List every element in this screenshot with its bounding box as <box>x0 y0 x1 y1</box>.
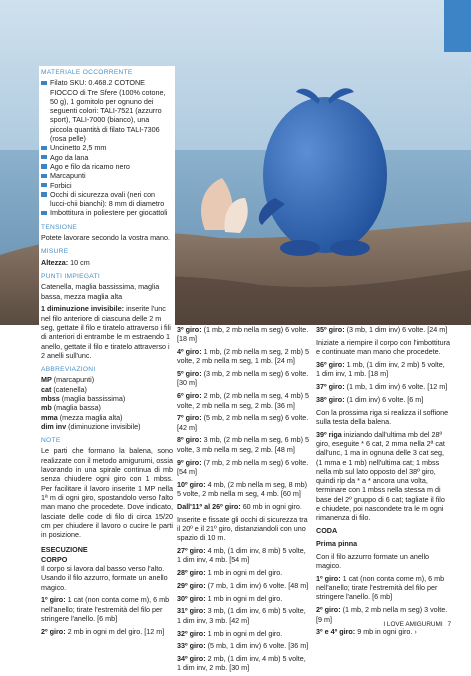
punti-text: Catenella, maglia bassissima, maglia bassa, mezza maglia alta <box>41 282 160 301</box>
row-text: (3 mb, 2 mb nella m seg) 6 volte. [30 m] <box>177 369 309 388</box>
instruction-row <box>316 574 450 602</box>
abbreviation-item <box>41 422 173 431</box>
page-footer <box>383 621 451 628</box>
row-label: 36º giro: <box>316 359 347 369</box>
row-label: 30º giro: <box>177 593 208 603</box>
row-text: 4 mb, (1 dim inv, 8 mb) 5 volte, 1 dim inv, 4 mb. [54 m] <box>177 545 306 565</box>
column-2 <box>177 325 310 676</box>
materiale-item-text: Filato SKU: 0.468.2 COTONE FIOCCO di Tre Sfere (100% cotone, 50 g), 1 gomitolo per ognuno dei seguenti colori: TALI-7521 (azzurro sport), TALI-7000 (bianco), una piccola quantità di filato TALI-7306 (rosa pelle) <box>50 78 166 144</box>
row-text: (1 mb, 1 dim inv) 6 volte. [12 m] <box>346 381 448 391</box>
row-label: 28º giro: <box>177 568 208 578</box>
instruction-row <box>316 325 450 334</box>
row-text: 3 mb, (2 mb nella m seg, 6 mb) 5 volte, 3 mb nella m seg, 2 mb. [48 m] <box>177 435 310 454</box>
instruction-row <box>177 480 310 499</box>
row-text: Con il filo azzurro formate un anello magico. <box>316 551 430 571</box>
instruction-row <box>177 568 310 577</box>
row-text: (7 mb, 2 mb nella m seg) 6 volte. [54 m] <box>177 457 309 476</box>
abbreviation-item <box>41 403 173 412</box>
row-text: Con la prossima riga si realizza il soffione sulla testa della balena. <box>316 407 449 426</box>
row-text: 1 cat (non conta come m), 6 mb nell'anello; tirate l'estremità del filo per stringere l'anello. [6 mb] <box>316 573 445 602</box>
materiale-item-text: Forbici <box>50 180 72 190</box>
square-bullet-icon <box>41 211 47 216</box>
instruction-row <box>177 546 310 565</box>
abbreviation-desc: (mezza maglia alta) <box>57 412 123 422</box>
instruction-row <box>177 515 310 543</box>
row-label: 9º giro: <box>177 457 204 467</box>
instruction-row <box>177 325 310 344</box>
materiale-item <box>41 143 173 152</box>
row-text: iniziando dall'ultima mb del 28º giro, eseguite * 6 cat, 2 mma nella 2ª cat dall'unc, 1 ma in ognuna delle 3 cat seg, (1 mma e 1 mb) nell'ultima cat; 1 mbss nella mb sul lato opposto del 38º giro, quindi rip da * a * ancora una volta, terminare con 1 mbss nella stessa m di base del 2º gruppo di 6 cat; tagliate il filo e chiudete, poi nascondete tra le m ogni rimanenza di filo. <box>316 429 445 523</box>
square-bullet-icon <box>41 164 47 169</box>
instruction-row <box>177 347 310 366</box>
row-text: 1 mb, (2 mb nella m seg, 2 mb) 5 volte, 2 mb nella m seg, 1 mb. [24 m] <box>177 347 310 366</box>
abbreviation-term: mb <box>41 403 52 413</box>
row-text: (3 mb, 1 dim inv) 6 volte. [24 m] <box>346 325 448 334</box>
punti-dim: 1 diminuzione invisibile: inserite l'unc nel filo anteriore di ciascuna delle 2 m seg, gettate il filo e tiratelo attraverso i fili di anteriori di entrambe le m estraendo 1 anello, gettate il filo e tiratelo attraverso i 2 anelli sull'unc. <box>41 304 171 360</box>
materiale-item-text: Marcapunti <box>50 171 86 181</box>
materiale-item <box>41 208 173 217</box>
row-label: Prima pinna <box>316 538 358 548</box>
esecuzione-rows <box>41 595 173 636</box>
row-label: 2º giro: <box>316 605 343 615</box>
square-bullet-icon <box>41 146 47 151</box>
instruction-row <box>177 606 310 625</box>
square-bullet-icon <box>41 155 47 160</box>
row-text: 2 mb in ogni m del giro. [12 m] <box>67 626 165 636</box>
instruction-row <box>316 360 450 379</box>
materiale-item-text: Ago da lana <box>50 152 89 162</box>
abbreviation-term: mma <box>41 412 58 422</box>
row-text: (7 mb, 1 dim inv) 6 volte. [48 m] <box>207 580 309 590</box>
row-label: 38º giro: <box>316 394 347 404</box>
instruction-row <box>177 458 310 477</box>
instruction-row <box>316 552 450 571</box>
materiale-item <box>41 181 173 190</box>
row-text: (5 mb, 2 mb nella m seg) 6 volte. [42 m] <box>177 413 309 432</box>
abbreviation-term: mbss <box>41 394 60 403</box>
row-label: 35º giro: <box>316 325 347 334</box>
row-label: 33º giro: <box>177 641 208 651</box>
instruction-row <box>177 369 310 388</box>
abbreviation-desc: (catenella) <box>51 384 87 394</box>
row-label: 6º giro: <box>177 391 204 401</box>
abbreviation-term: dim inv <box>41 421 67 431</box>
abbreviazioni-title: ABBREVIAZIONI <box>41 366 96 374</box>
instruction-row <box>177 654 310 673</box>
magazine-name: I LOVE AMIGURUMI <box>383 621 443 628</box>
instruction-row <box>177 502 310 511</box>
row-text: 9 mb in ogni giro. <box>357 627 413 637</box>
row-label: 29º giro: <box>177 580 208 590</box>
instruction-row <box>177 391 310 410</box>
instruction-row <box>177 641 310 650</box>
instruction-row <box>177 413 310 432</box>
row-text: 3 mb, (1 dim inv, 6 mb) 5 volte, 1 dim inv, 3 mb. [42 m] <box>177 606 306 625</box>
instruction-row <box>316 338 450 357</box>
abbreviation-item <box>41 385 173 394</box>
materiale-item <box>41 153 173 162</box>
abbreviation-item <box>41 394 173 403</box>
row-label: 31º giro: <box>177 606 208 616</box>
instruction-row <box>316 627 450 636</box>
row-text: 4 mb, (2 mb nella m seg, 8 mb) 5 volte, 2 mb nella m seg, 4 mb. [60 m] <box>177 479 308 498</box>
row-text: 1 mb, (1 dim inv, 2 mb) 5 volte, 1 dim inv, 1 mb. [18 m] <box>316 359 445 379</box>
materiale-item-text: Occhi di sicurezza ovali (neri con lucci-chii bianchi): 8 mm di diametro <box>50 189 165 209</box>
abbreviation-item <box>41 413 173 422</box>
row-label: 4º giro: <box>177 347 204 357</box>
page-corner-tab <box>444 0 471 52</box>
row-label: 5º giro: <box>177 369 204 379</box>
materiale-item <box>41 190 173 209</box>
chevron-right-icon: › <box>412 627 417 637</box>
materiale-item <box>41 171 173 180</box>
punti-title: PUNTI IMPIEGATI <box>41 272 100 280</box>
row-text: Iniziate a riempire il corpo con l'imbottitura e continuate man mano che procedete. <box>316 337 450 357</box>
row-label: 34º giro: <box>177 654 208 664</box>
row-label: 1º giro: <box>316 573 343 583</box>
row-text: 1 mb in ogni m del giro. <box>207 593 283 603</box>
materiale-title: MATERIALE OCCORRENTE <box>41 69 133 76</box>
instruction-row <box>177 435 310 454</box>
row-text: 1 cat (non conta come m), 6 mb nell'anello; tirate l'estremità del filo per stringere l'anello. [6 mb] <box>41 595 170 624</box>
row-text: 1 mb in ogni m del giro. <box>207 568 283 578</box>
note-title: NOTE <box>41 437 61 445</box>
square-bullet-icon <box>41 183 47 188</box>
instruction-row <box>316 395 450 404</box>
materiale-item-text: Ago e filo da ricamo nero <box>50 161 130 171</box>
square-bullet-icon <box>41 192 47 197</box>
tensione-title: TENSIONE <box>41 223 78 231</box>
square-bullet-icon <box>41 174 47 179</box>
row-label: Dall'11º al 26º giro: <box>177 501 243 511</box>
instruction-row <box>316 430 450 523</box>
materiale-item-text: Uncinetto 2,5 mm <box>50 143 107 153</box>
row-text: 1 mb in ogni m del giro. <box>207 628 283 638</box>
misure-line: Altezza: 10 cm <box>41 257 90 267</box>
instruction-row <box>41 627 173 636</box>
row-label: 32º giro: <box>177 628 208 638</box>
abbreviation-item <box>41 375 173 384</box>
row-label: 7º giro: <box>177 413 204 423</box>
row-label: 37º giro: <box>316 381 347 391</box>
row-text: (1 dim inv) 6 volte. [6 m] <box>346 394 424 404</box>
row-text: 2 mb, (2 mb nella m seg, 4 mb) 5 volte, 2 mb nella m seg, 2 mb. [36 m] <box>177 391 310 410</box>
row-label: 1º giro: <box>41 595 68 605</box>
abbreviation-desc: (marcapunti) <box>51 375 95 385</box>
row-label: 3º giro: <box>177 325 204 334</box>
corpo-title: CORPO <box>41 554 68 564</box>
row-text: (1 mb, 2 mb nella m seg) 6 volte. [18 m] <box>177 325 309 344</box>
row-label: 10º giro: <box>177 479 208 489</box>
abbreviation-term: MP <box>41 375 52 385</box>
instruction-row <box>316 408 450 427</box>
row-text: 60 mb in ogni giro. <box>242 501 302 511</box>
abbreviation-desc: (maglia bassa) <box>51 403 101 413</box>
materiale-list <box>41 78 173 217</box>
row-label: 3º e 4º giro: <box>316 627 358 637</box>
tensione-text: Potete lavorare secondo la vostra mano. <box>41 233 171 243</box>
row-label: 39º riga <box>316 429 344 439</box>
esecuzione-title: ESECUZIONE <box>41 545 88 555</box>
left-column <box>39 66 175 636</box>
materiale-item-text: Imbottitura in poliestere per giocattoli <box>50 208 168 218</box>
row-text: (1 mb, 2 mb nella m seg) 3 volte. [9 m] <box>316 605 448 624</box>
row-label: 2º giro: <box>41 626 68 636</box>
materiale-item <box>41 78 173 143</box>
misure-title: MISURE <box>41 248 69 256</box>
page-number: 7 <box>447 621 451 628</box>
square-bullet-icon <box>41 81 47 86</box>
instruction-row <box>41 595 173 623</box>
abbreviation-desc: (maglia bassissima) <box>59 394 126 403</box>
abbreviation-desc: (diminuzione invisibile) <box>66 421 141 431</box>
row-text: Inserite e fissate gli occhi di sicurezza tra il 20º e il 21º giro, distanziandoli con uno spazio di 10 m. <box>177 514 308 543</box>
section-heading <box>316 526 450 535</box>
esecuzione-intro: Il corpo si lavora dal basso verso l'alto. Usando il filo azzurro, formate un anello magico. <box>41 564 168 592</box>
section-heading <box>316 539 450 548</box>
row-label: CODA <box>316 526 338 536</box>
instruction-row <box>177 581 310 590</box>
note-text: Le parti che formano la balena, sono realizzate con il metodo amigurumi, ossia lavorando in una spirale continua di mb senza chiudere ogni giro con 1 mbss. Per facilitare il lavoro inserite 1 MP nella 1ª m di ogni giro, spostandolo verso l'alto man mano che procedete. Dove indicato, lasciate delle code di filo di circa 15/20 cm per chiudere il lavoro o cucire le parti in posizione. <box>41 446 173 540</box>
materiale-item <box>41 162 173 171</box>
instruction-row <box>177 594 310 603</box>
abbreviazioni-list <box>41 375 173 431</box>
row-text: (5 mb, 1 dim inv) 6 volte. [36 m] <box>207 641 309 651</box>
row-label: 27º giro: <box>177 545 208 555</box>
instruction-row <box>316 382 450 391</box>
column-3 <box>316 325 450 640</box>
row-text: 2 mb, (1 dim inv, 4 mb) 5 volte, 1 dim inv, 2 mb. [30 m] <box>177 654 306 673</box>
row-label: 8º giro: <box>177 435 204 445</box>
instruction-row <box>177 629 310 638</box>
abbreviation-term: cat <box>41 384 52 394</box>
